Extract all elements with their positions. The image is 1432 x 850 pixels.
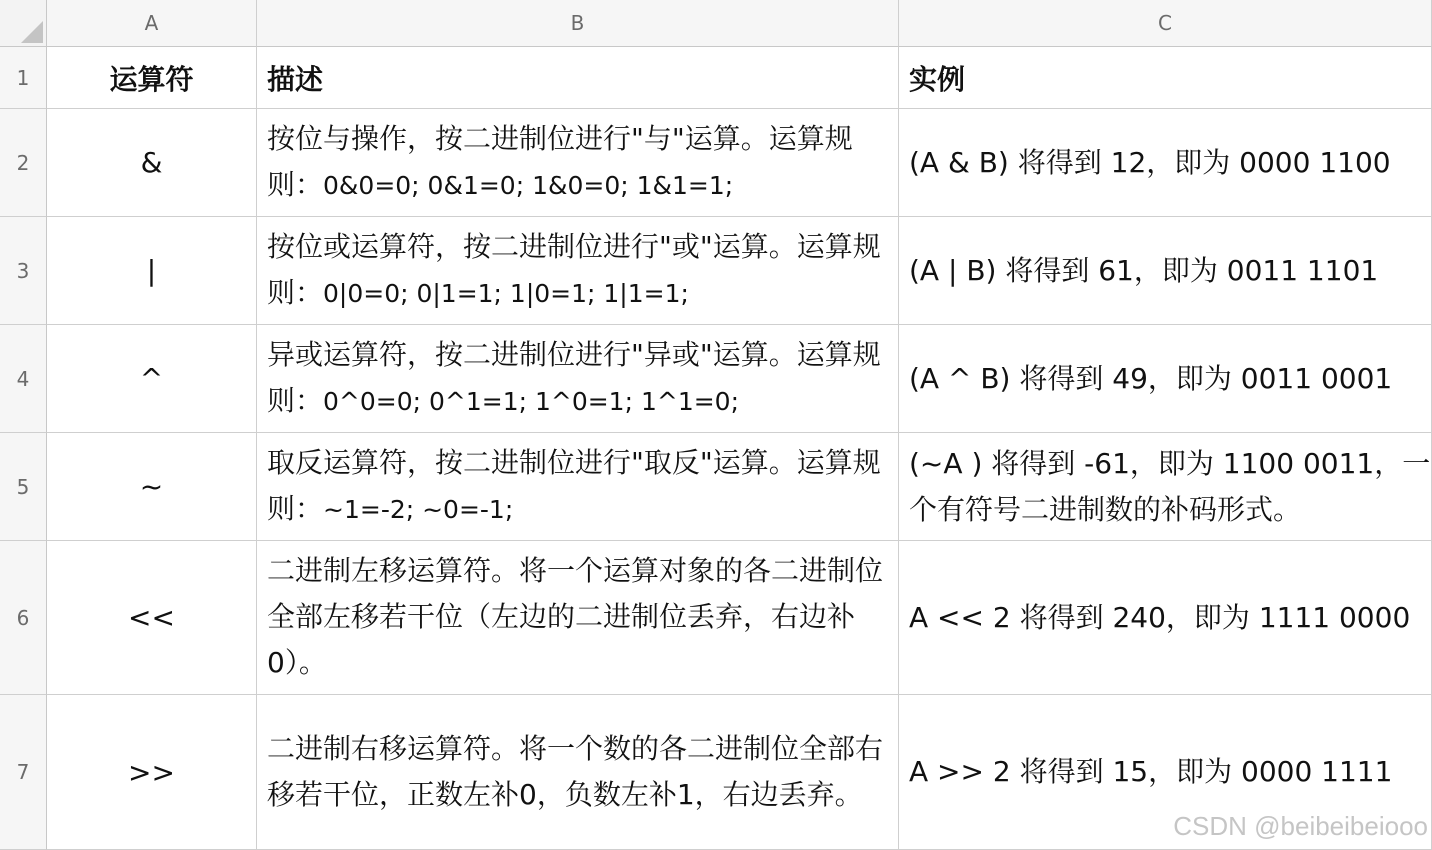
column-header-b[interactable]: B <box>257 0 899 47</box>
select-all-triangle-icon <box>21 21 43 43</box>
description-rule: 0|0=0; 0|1=1; 1|0=1; 1|1=1; <box>323 279 689 308</box>
cell-b2-description[interactable] <box>257 109 899 217</box>
description-text: 取反运算符，按二进制位进行"取反"运算。运算规则： <box>267 446 881 525</box>
cell-b7-description[interactable] <box>257 695 899 850</box>
description-text: 按位与操作，按二进制位进行"与"运算。运算规则： <box>267 122 853 201</box>
description-text: 二进制左移运算符。将一个运算对象的各二进制位全部左移若干位（左边的二进制位丢弃，右边补0）。 <box>267 554 884 679</box>
cell-a4-operator[interactable]: ^ <box>47 325 257 433</box>
cell-a5-operator[interactable]: ~ <box>47 433 257 541</box>
row-header-3[interactable]: 3 <box>0 217 47 325</box>
cell-c3-example[interactable]: (A | B) 将得到 61，即为 0011 1101 <box>899 217 1432 325</box>
cell-c1-example-header[interactable]: 实例 <box>899 47 1432 109</box>
description-text: 二进制右移运算符。将一个数的各二进制位全部右移若干位，正数左补0，负数左补1，右边丢弃。 <box>267 731 884 811</box>
cell-b5-description[interactable] <box>257 433 899 541</box>
cell-a2-operator[interactable]: & <box>47 109 257 217</box>
row-header-2[interactable]: 2 <box>0 109 47 217</box>
cell-c5-example[interactable]: (~A ) 将得到 -61，即为 1100 0011，一个有符号二进制数的补码形式。 <box>899 433 1432 541</box>
description-rule: 0&0=0; 0&1=0; 1&0=0; 1&1=1; <box>323 171 734 200</box>
row-header-1[interactable]: 1 <box>0 47 47 109</box>
cell-c4-example[interactable]: (A ^ B) 将得到 49，即为 0011 0001 <box>899 325 1432 433</box>
column-header-a[interactable]: A <box>47 0 257 47</box>
cell-b4-description[interactable] <box>257 325 899 433</box>
description-text: 异或运算符，按二进制位进行"异或"运算。运算规则： <box>267 338 881 417</box>
select-all-corner[interactable] <box>0 0 47 47</box>
cell-a6-operator[interactable]: << <box>47 541 257 695</box>
cell-c6-example[interactable]: A << 2 将得到 240，即为 1111 0000 <box>899 541 1432 695</box>
cell-a7-operator[interactable]: >> <box>47 695 257 850</box>
cell-c2-example[interactable]: (A & B) 将得到 12，即为 0000 1100 <box>899 109 1432 217</box>
description-text: 按位或运算符，按二进制位进行"或"运算。运算规则： <box>267 230 881 309</box>
cell-a3-operator[interactable]: | <box>47 217 257 325</box>
cell-b6-description[interactable] <box>257 541 899 695</box>
row-header-5[interactable]: 5 <box>0 433 47 541</box>
row-header-4[interactable]: 4 <box>0 325 47 433</box>
row-header-7[interactable]: 7 <box>0 695 47 850</box>
watermark: CSDN @beibeibeiooo <box>1173 811 1428 841</box>
cell-b3-description[interactable] <box>257 217 899 325</box>
cell-a1-operator-header[interactable]: 运算符 <box>47 47 257 109</box>
cell-c7-example[interactable]: A >> 2 将得到 15，即为 0000 1111 <box>899 695 1432 850</box>
cell-b1-description-header[interactable]: 描述 <box>257 47 899 109</box>
description-rule: ~1=-2; ~0=-1; <box>323 495 514 524</box>
row-header-6[interactable]: 6 <box>0 541 47 695</box>
column-header-c[interactable]: C <box>899 0 1432 47</box>
description-rule: 0^0=0; 0^1=1; 1^0=1; 1^1=0; <box>323 387 739 416</box>
